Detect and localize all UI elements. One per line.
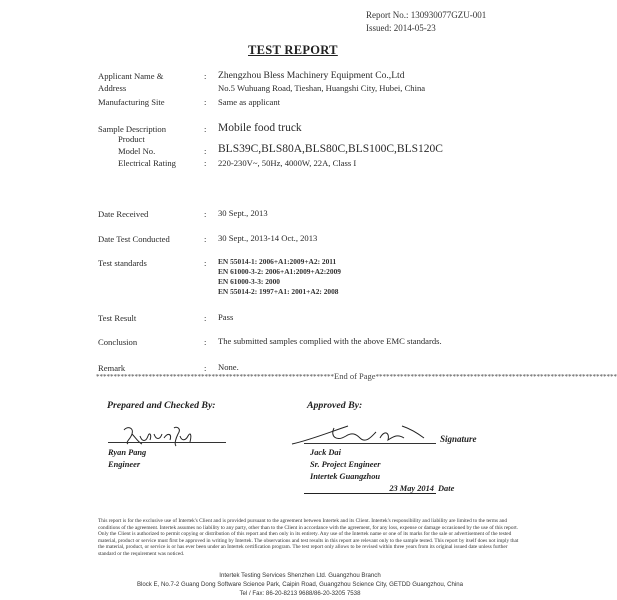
footer-line-1: Intertek Testing Services Shenzhen Ltd. Guangzhou Branch xyxy=(219,572,381,579)
sample-description-label: Sample Description xyxy=(98,124,167,134)
stars-left: ******************************************************************** xyxy=(96,373,334,381)
address-label: Address xyxy=(98,83,127,93)
remark: None. xyxy=(218,362,239,372)
footer-line-2: Block E, No.7-2 Guang Dong Software Science Park, Caipin Road, Guangzhou Science City, GETDD Guangzhou, China xyxy=(136,581,464,588)
prepared-name: Ryan Pang xyxy=(108,448,147,457)
manufacturing-site: Same as applicant xyxy=(218,97,281,107)
colon: : xyxy=(204,146,207,156)
remark-label: Remark xyxy=(98,363,126,373)
conclusion-label: Conclusion xyxy=(98,337,138,347)
date-received-label: Date Received xyxy=(98,209,149,219)
standard-item: EN 61000-3-2: 2006+A1:2009+A2:2009 xyxy=(218,267,341,276)
approver-title: Sr. Project Engineer xyxy=(310,460,381,469)
colon: : xyxy=(204,337,207,347)
standard-item: EN 55014-1: 2006+A1:2009+A2: 2011 xyxy=(218,257,337,266)
date-tested-label: Date Test Conducted xyxy=(98,234,170,244)
model-value: BLS39C,BLS80A,BLS80C,BLS100C,BLS120C xyxy=(218,143,443,155)
manufacturing-site-label: Manufacturing Site xyxy=(98,97,165,107)
product-value: Mobile food truck xyxy=(218,122,302,134)
applicant-label: Applicant Name & xyxy=(98,71,164,81)
end-of-page-divider xyxy=(96,371,617,383)
disclaimer: This report is for the exclusive use of Intertek's Client and is provided pursuant to the agreement between Intertek and its Client. Intertek's responsibility and liability are limited to the terms and conditions of the agreement. Intertek assumes no liability to any party, other than to the Client in accordance with the agreement, for any loss, expense or damage occasioned by the use of this report. Only the Client is authorized to permit copying or distribution of this report and then only in its entirety. Any use of the Intertek name or one of its marks for the sale or advertisement of the tested material, product or service must first be approved in writing by Intertek. The observations and test results in this report are relevant only to the sample tested. This report by itself does not imply that the material, product, or service is or has ever been under an Intertek certification program. The test report only allows to be revised within three years from its original issued date unless further standard or the requirement was noticed. xyxy=(98,518,519,557)
footer-line-3: Tel / Fax: 86-20-8213 9688/86-20-3205 7538 xyxy=(239,590,361,597)
prepared-heading: Prepared and Checked By: xyxy=(107,400,216,411)
page-title: TEST REPORT xyxy=(248,43,338,57)
signature-line xyxy=(108,442,226,443)
prepared-title: Engineer xyxy=(108,460,141,469)
conclusion: The submitted samples complied with the above EMC standards. xyxy=(218,336,442,346)
colon: : xyxy=(204,363,207,373)
standard-item: EN 61000-3-3: 2000 xyxy=(218,277,280,286)
colon: : xyxy=(204,124,207,134)
approver-company: Intertek Guangzhou xyxy=(310,472,381,481)
issued-date: Issued: 2014-05-23 xyxy=(366,23,436,33)
stars-right: ********************************************************************* xyxy=(375,373,617,381)
date-label: Date xyxy=(438,484,455,493)
signature-jack-dai xyxy=(290,418,430,450)
applicant-name: Zhengzhou Bless Machinery Equipment Co.,Ltd xyxy=(218,70,405,81)
colon: : xyxy=(204,209,207,219)
test-result-label: Test Result xyxy=(98,313,137,323)
end-of-page-label: End of Page xyxy=(334,371,376,381)
standard-item: EN 55014-2: 1997+A1: 2001+A2: 2008 xyxy=(218,287,339,296)
test-standards-label: Test standards xyxy=(98,258,147,268)
colon: : xyxy=(204,258,207,268)
product-label: Product xyxy=(118,134,145,144)
test-result: Pass xyxy=(218,312,234,322)
rating-value: 220-230V~, 50Hz, 4000W, 22A, Class I xyxy=(218,158,357,168)
colon: : xyxy=(204,158,207,168)
colon: : xyxy=(204,234,207,244)
approved-heading: Approved By: xyxy=(307,400,363,411)
colon: : xyxy=(204,71,207,81)
date-tested: 30 Sept., 2013-14 Oct., 2013 xyxy=(218,233,318,243)
rating-label: Electrical Rating xyxy=(118,158,176,168)
applicant-address: No.5 Wuhuang Road, Tieshan, Huangshi City, Hubei, China xyxy=(218,83,426,93)
signature-label: Signature xyxy=(440,434,477,444)
approval-date: 23 May 2014 xyxy=(304,484,436,494)
colon: : xyxy=(204,313,207,323)
colon: : xyxy=(204,97,207,107)
date-received: 30 Sept., 2013 xyxy=(218,208,268,218)
report-number: Report No.: 130930077GZU-001 xyxy=(366,10,487,20)
model-label: Model No. xyxy=(118,146,156,156)
approver-name: Jack Dai xyxy=(310,448,341,457)
signature-line xyxy=(304,443,436,444)
